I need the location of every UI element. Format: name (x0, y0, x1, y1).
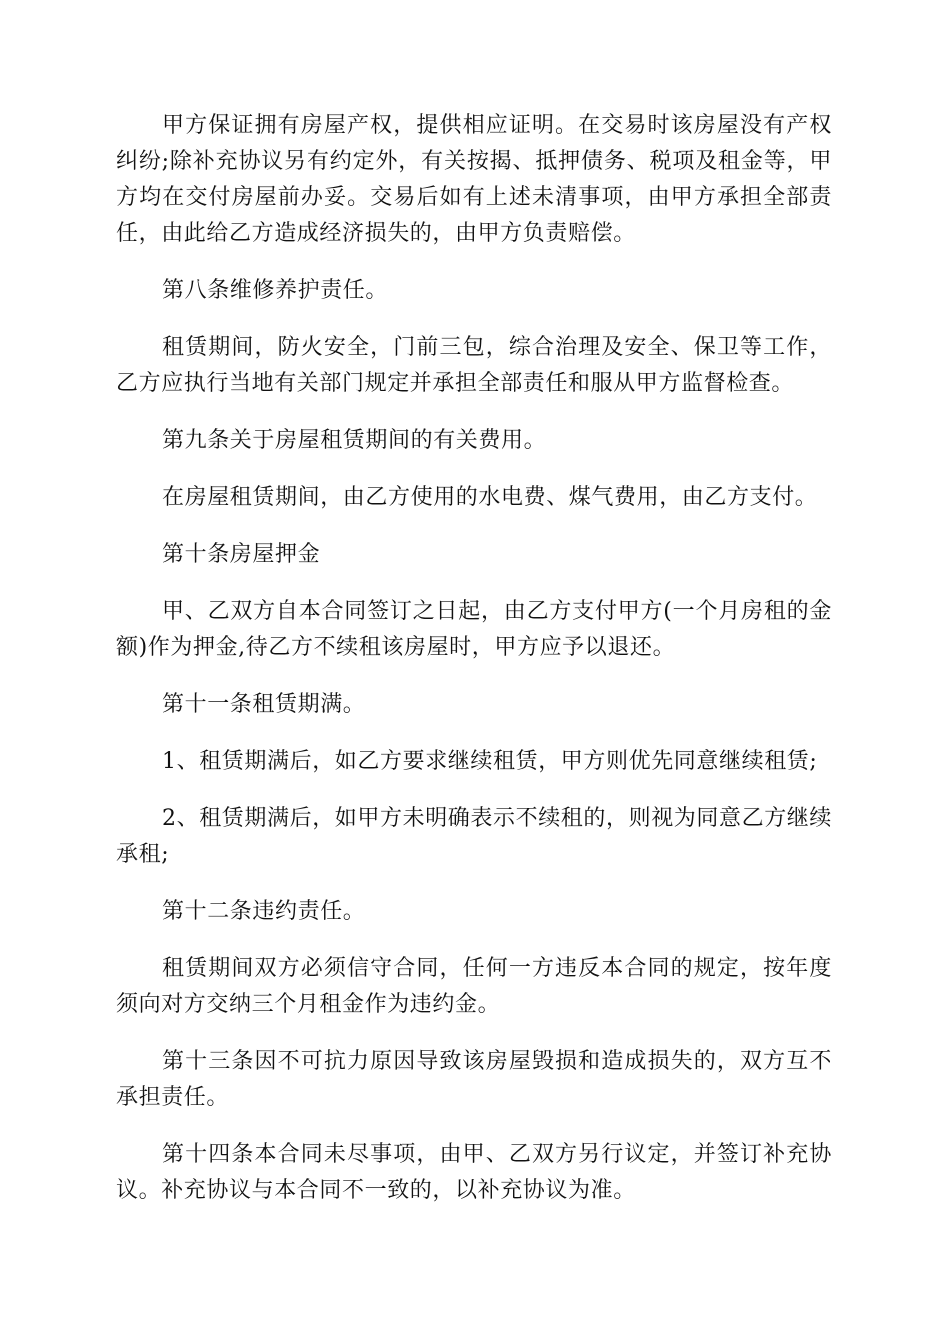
paragraph-breach: 租赁期间双方必须信守合同，任何一方违反本合同的规定，按年度须向对方交纳三个月租金作为违约金。 (116, 956, 832, 1017)
paragraph-article-14: 第十四条本合同未尽事项，由甲、乙双方另行议定，并签订补充协议。补充协议与本合同不一致的，以补充协议为准。 (116, 1142, 832, 1203)
paragraph-article-13: 第十三条因不可抗力原因导致该房屋毁损和造成损失的，双方互不承担责任。 (116, 1049, 832, 1110)
heading-article-10: 第十条房屋押金 (162, 542, 321, 567)
heading-article-11: 第十一条租赁期满。 (162, 692, 366, 717)
paragraph-maintenance: 租赁期间，防火安全，门前三包，综合治理及安全、保卫等工作，乙方应执行当地有关部门规定并承担全部责任和服从甲方监督检查。 (116, 335, 832, 396)
paragraph-guarantee: 甲方保证拥有房屋产权，提供相应证明。在交易时该房屋没有产权纠纷;除补充协议另有约定外，有关按揭、抵押债务、税项及租金等，甲方均在交付房屋前办妥。交易后如有上述未清事项，由甲方承担全部责任，由此给乙方造成经济损失的，由甲方负责赔偿。 (116, 113, 832, 246)
document-body (116, 108, 832, 1230)
heading-article-9: 第九条关于房屋租赁期间的有关费用。 (162, 428, 547, 453)
paragraph-expiry-1: 1、租赁期满后，如乙方要求继续租赁，甲方则优先同意继续租赁; (162, 749, 818, 774)
paragraph-fees: 在房屋租赁期间，由乙方使用的水电费、煤气费用，由乙方支付。 (162, 485, 818, 510)
heading-article-8: 第八条维修养护责任。 (162, 278, 389, 303)
paragraph-expiry-2: 2、租赁期满后，如甲方未明确表示不续租的，则视为同意乙方继续承租; (116, 806, 832, 867)
heading-article-12: 第十二条违约责任。 (162, 899, 366, 924)
paragraph-deposit: 甲、乙双方自本合同签订之日起，由乙方支付甲方(一个月房租的金额)作为押金,待乙方不续租该房屋时，甲方应予以退还。 (116, 599, 832, 660)
